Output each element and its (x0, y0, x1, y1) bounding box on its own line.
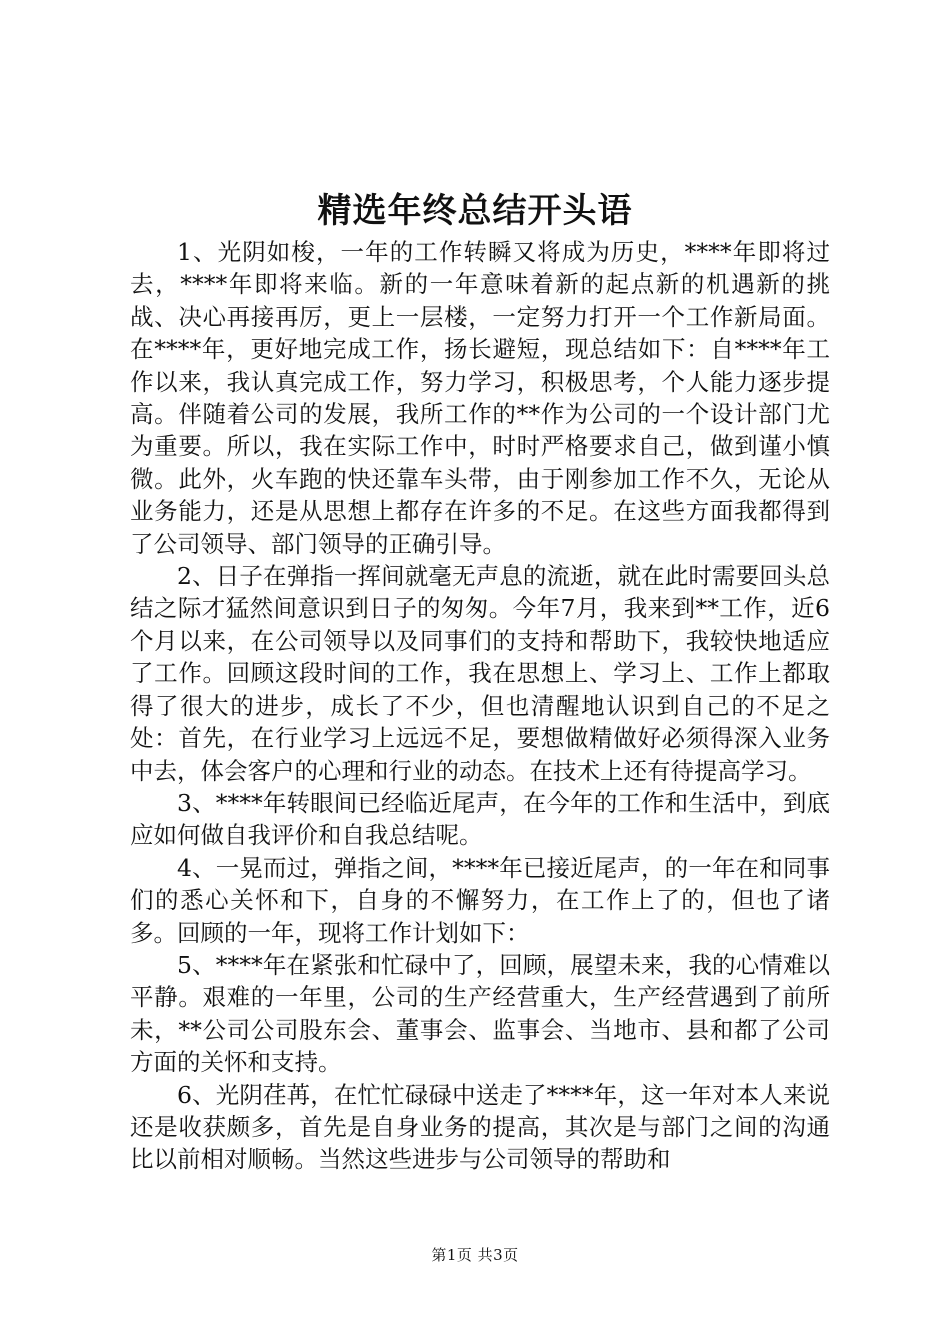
document-title: 精选年终总结开头语 (317, 191, 633, 231)
paragraph-4: 4、一晃而过，弹指之间，****年已接近尾声，的一年在和同事们的悉心关怀和下，自身的不懈努力，在工作上了的，但也了诸多。回顾的一年，现将工作计划如下： (130, 853, 830, 947)
paragraph-6: 6、光阴荏苒，在忙忙碌碌中送走了****年，这一年对本人来说还是收获颇多，首先是自身业务的提高，其次是与部门之间的沟通比以前相对顺畅。当然这些进步与公司领导的帮助和 (130, 1080, 830, 1174)
document-body (130, 236, 830, 1176)
paragraph-2: 2、日子在弹指一挥间就毫无声息的流逝，就在此时需要回头总结之际才猛然间意识到日子的匆匆。今年7月，我来到**工作，近6个月以来，在公司领导以及同事们的支持和帮助下，我较快地适应了工作。回顾这段时间的工作，我在思想上、学习上、工作上都取得了很大的进步，成长了不少，但也清醒地认识到自己的不足之处：首先，在行业学习上远远不足，要想做精做好必须得深入业务中去，体会客户的心理和行业的动态。在技术上还有待提高学习。 (130, 562, 830, 785)
paragraph-1: 1、光阴如梭，一年的工作转瞬又将成为历史，****年即将过去，****年即将来临。新的一年意味着新的起点新的机遇新的挑战、决心再接再厉，更上一层楼，一定努力打开一个工作新局面。在****年，更好地完成工作，扬长避短，现总结如下：自****年工作以来，我认真完成工作，努力学习，积极思考，个人能力逐步提高。伴随着公司的发展，我所工作的**作为公司的一个设计部门尤为重要。所以，我在实际工作中，时时严格要求自己，做到谨小慎微。此外，火车跑的快还靠车头带，由于刚参加工作不久，无论从业务能力，还是从思想上都存在许多的不足。在这些方面我都得到了公司领导、部门领导的正确引导。 (130, 238, 830, 558)
paragraph-5: 5、****年在紧张和忙碌中了，回顾，展望未来，我的心情难以平静。艰难的一年里，公司的生产经营重大，生产经营遇到了前所未，**公司公司股东会、董事会、监事会、当地市、县和都了公司方面的关怀和支持。 (130, 950, 830, 1077)
paragraph-3: 3、****年转眼间已经临近尾声，在今年的工作和生活中，到底应如何做自我评价和自我总结呢。 (130, 788, 830, 850)
page-footer: 第1页 共3页 (431, 1246, 519, 1264)
